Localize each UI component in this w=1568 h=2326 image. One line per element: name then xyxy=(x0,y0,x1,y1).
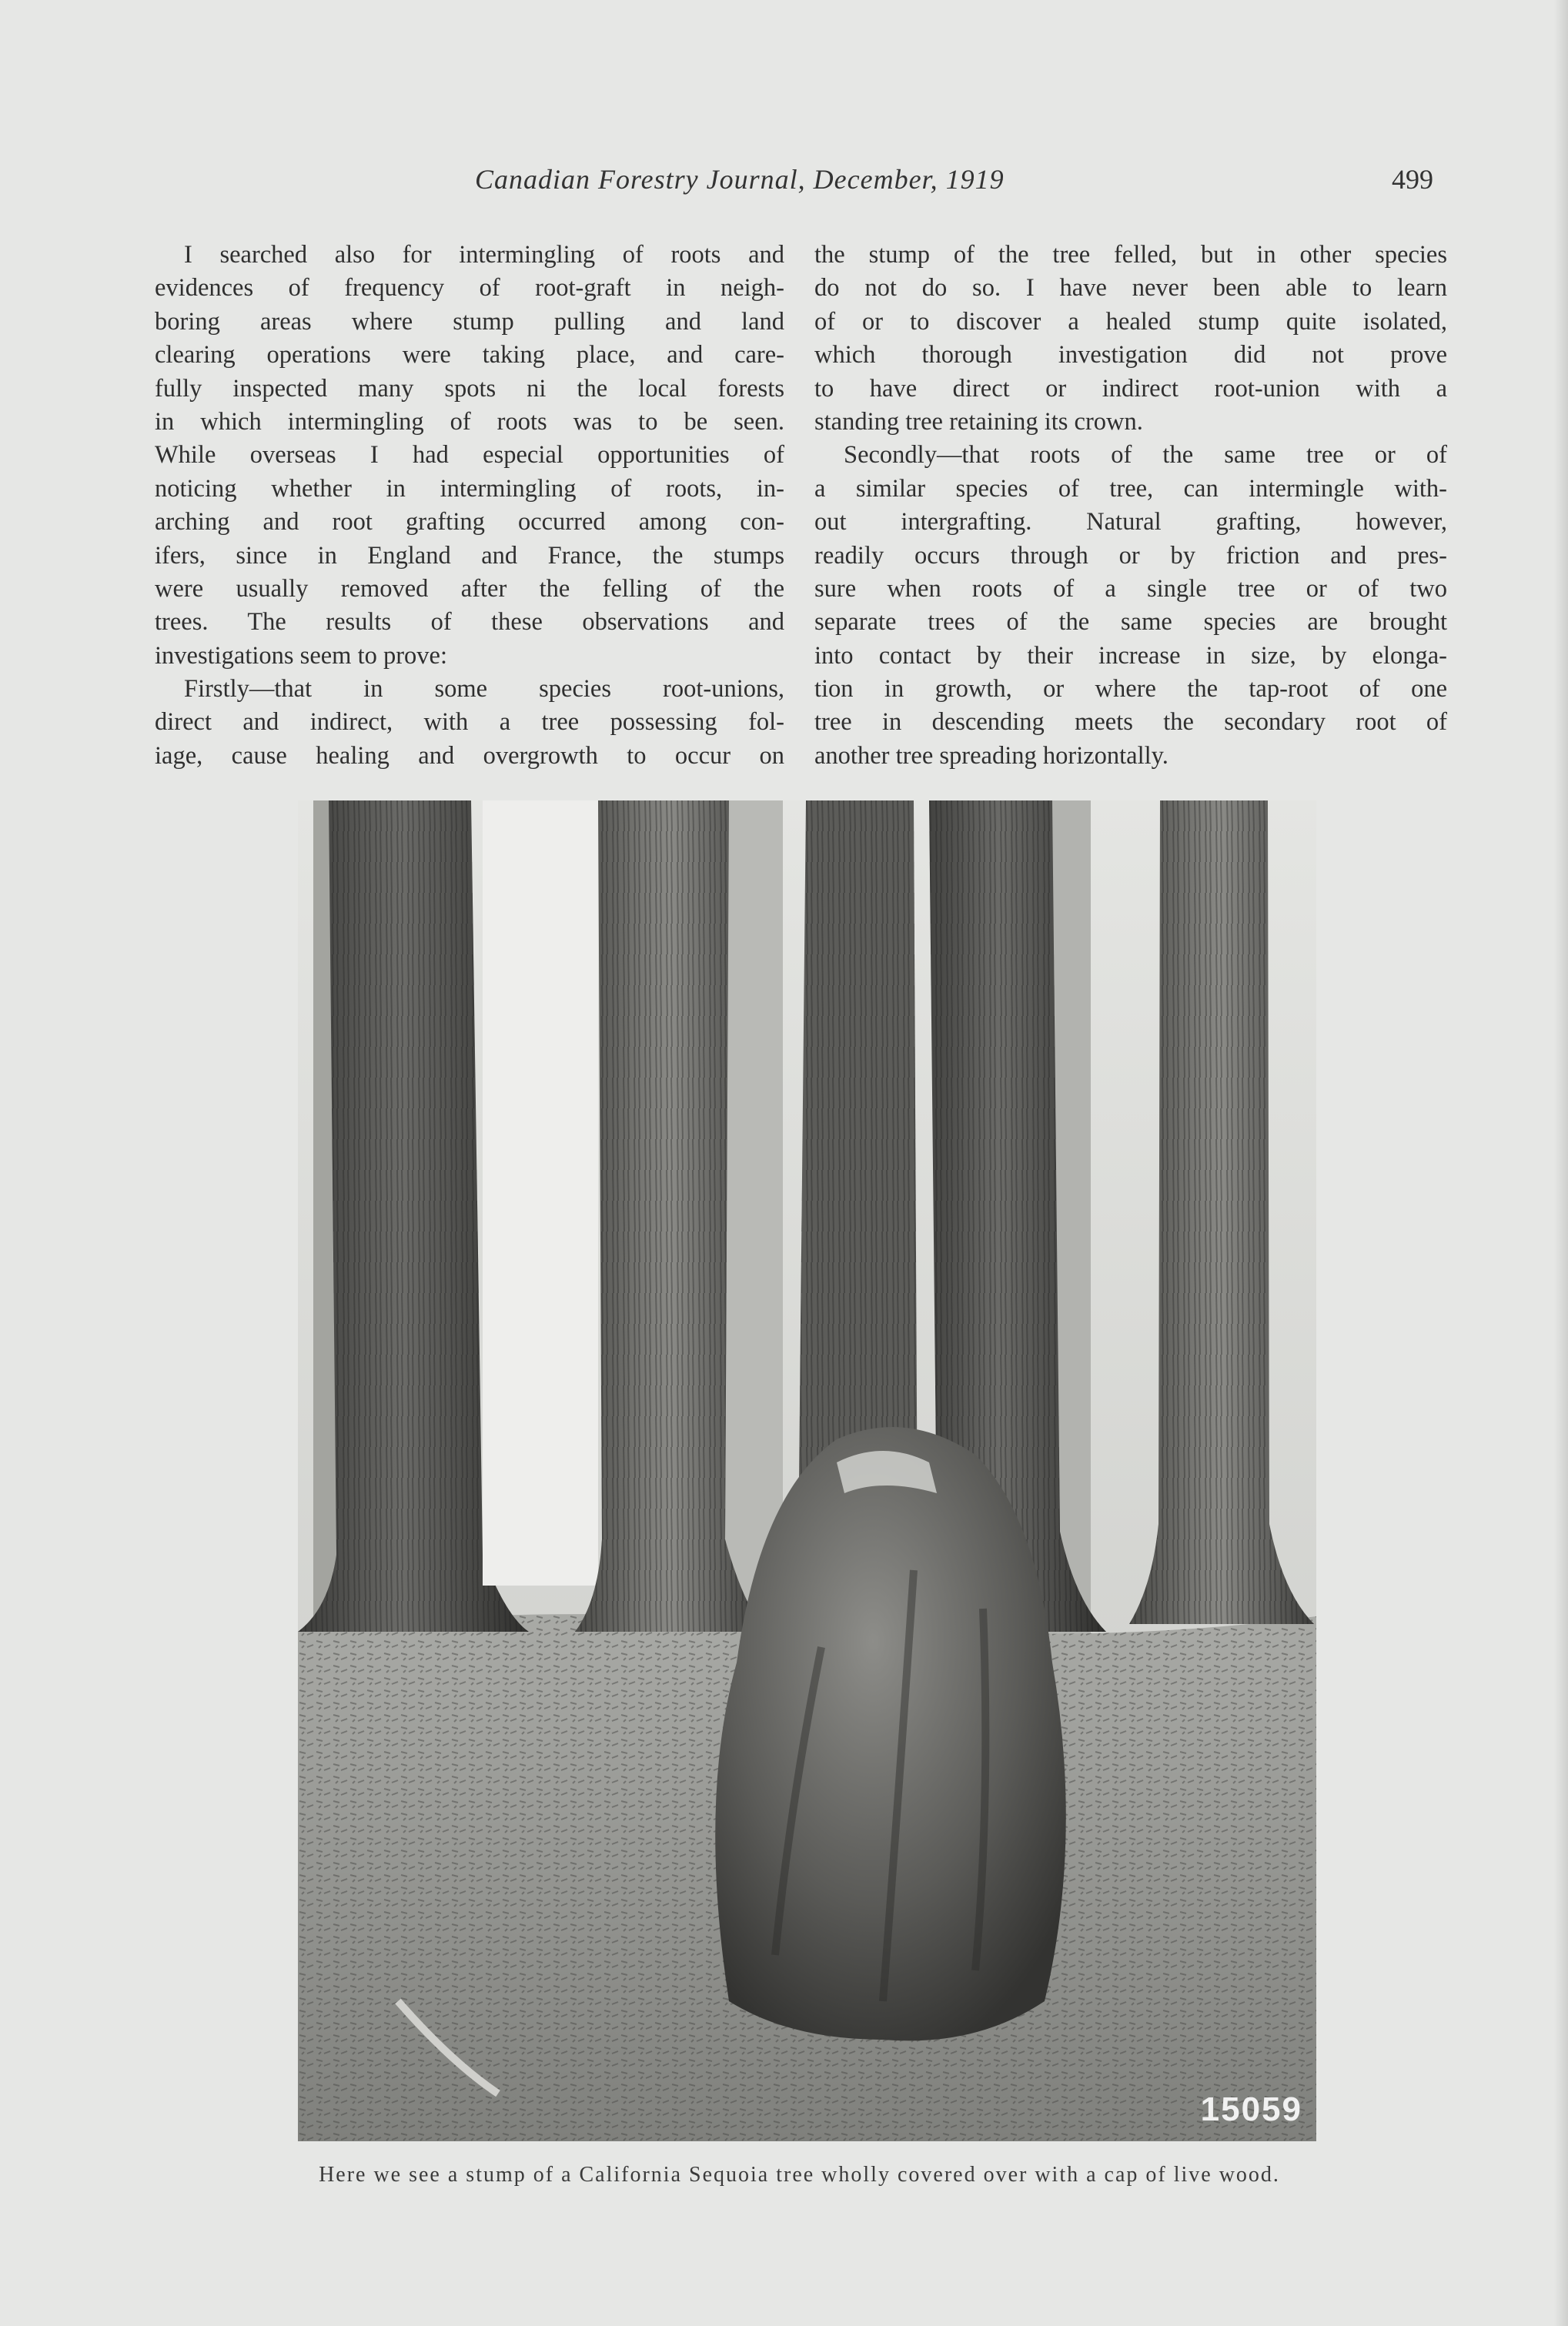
text-line: readily occurs through or by friction and pres- xyxy=(814,541,1447,570)
text-line: in which intermingling of roots was to be seen. xyxy=(155,407,784,436)
text-line: the stump of the tree felled, but in other species xyxy=(814,241,1447,269)
text-line: out intergrafting. Natural grafting, however, xyxy=(814,508,1447,536)
sequoia-stump-photo xyxy=(298,800,1316,2141)
text-line: Firstly—that in some species root-unions, xyxy=(184,675,784,703)
photo-plate-number: 15059 xyxy=(1200,2090,1302,2128)
text-line: arching and root grafting occurred among con- xyxy=(155,508,784,536)
text-line: tree in descending meets the secondary root of xyxy=(814,708,1447,737)
text-line: a similar species of tree, can intermingle with- xyxy=(814,474,1447,503)
text-line: clearing operations were taking place, and care- xyxy=(155,341,784,369)
text-line: noticing whether in intermingling of roots, in- xyxy=(155,474,784,503)
text-line: of or to discover a healed stump quite isolated, xyxy=(814,307,1447,336)
text-line: separate trees of the same species are brought xyxy=(814,608,1447,637)
text-line: fully inspected many spots ni the local forests xyxy=(155,374,784,403)
text-line: evidences of frequency of root-graft in neigh- xyxy=(155,274,784,302)
text-line: boring areas where stump pulling and land xyxy=(155,307,784,336)
text-line: While overseas I had especial opportunities of xyxy=(155,441,784,470)
text-line: another tree spreading horizontally. xyxy=(814,741,1168,770)
text-line: into contact by their increase in size, by elonga- xyxy=(814,641,1447,670)
page-header xyxy=(0,163,1568,209)
text-line: to have direct or indirect root-union with a xyxy=(814,374,1447,403)
text-line: direct and indirect, with a tree possessing fol- xyxy=(155,708,784,737)
photo-caption xyxy=(0,2163,1568,2187)
text-line: were usually removed after the felling of the xyxy=(155,574,784,603)
text-line: investigations seem to prove: xyxy=(155,641,448,670)
page-number: 499 xyxy=(1392,164,1433,195)
caption-text: Here we see a stump of a California Sequoia tree wholly covered over with a cap of live wood. xyxy=(319,2163,1280,2187)
running-head: Canadian Forestry Journal, December, 1919 xyxy=(475,164,1005,195)
text-line: ifers, since in England and France, the stumps xyxy=(155,541,784,570)
right-text-column xyxy=(814,239,1447,773)
text-line: iage, cause healing and overgrowth to occur on xyxy=(155,741,784,770)
text-line: standing tree retaining its crown. xyxy=(814,407,1143,436)
text-line: Secondly—that roots of the same tree or of xyxy=(844,441,1447,470)
text-line: trees. The results of these observations and xyxy=(155,608,784,637)
text-line: sure when roots of a single tree or of two xyxy=(814,574,1447,603)
text-line: do not do so. I have never been able to learn xyxy=(814,274,1447,302)
photo-illustration xyxy=(298,800,1316,2141)
page-edge-shadow xyxy=(1554,0,1568,2326)
text-line: tion in growth, or where the tap-root of one xyxy=(814,675,1447,703)
text-line: I searched also for intermingling of roots and xyxy=(184,241,784,269)
text-line: which thorough investigation did not prove xyxy=(814,341,1447,369)
left-text-column xyxy=(155,239,784,773)
